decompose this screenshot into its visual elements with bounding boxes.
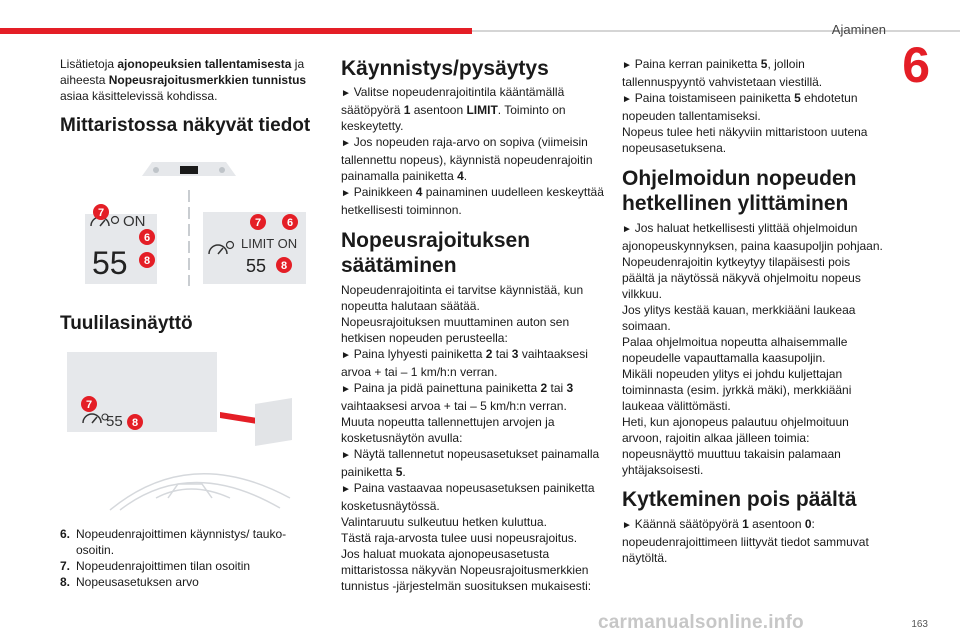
column-2: [341, 56, 607, 594]
marker-6: 6: [143, 232, 151, 244]
store-speed-body: [622, 56, 884, 156]
paragraph: ► Näytä tallennetut nopeusasetukset painamalla painiketta 5.: [341, 447, 600, 479]
marker-6: 6: [286, 217, 294, 229]
legend-item: 7. Nopeudenrajoittimen tilan osoitin: [60, 559, 251, 573]
cluster-right-limit-label: LIMIT ON: [241, 236, 298, 251]
section-title: Ajaminen: [831, 22, 886, 37]
paragraph: Palaa ohjelmoitua nopeutta alhaisemmalle nopeudelle vapauttamalla kaasupoljin.: [622, 335, 848, 365]
start-stop-body: [341, 84, 607, 218]
steering-wheel-icon: [110, 474, 290, 510]
paragraph: ► Paina toistamiseen painiketta 5 ehdotetun nopeuden tallentamiseksi.: [622, 91, 858, 123]
paragraph: ► Valitse nopeudenrajoitintila kääntämällä säätöpyörä 1 asentoon LIMIT. Toiminto on keskeytetty.: [341, 85, 566, 133]
paragraph: ► Paina ja pidä painettuna painiketta 2 tai 3 vaihtaaksesi arvoa + tai – 5 km/h:n verran.: [341, 381, 574, 413]
cluster-left-on-label: ON: [123, 213, 146, 230]
paragraph: Jos ylitys kestää kauan, merkkiääni laukeaa soimaan.: [622, 303, 856, 333]
heading-override: Ohjelmoidun nopeuden hetkellinen ylittäminen: [622, 167, 857, 215]
paragraph: nopeudenrajoittimeen liittyvät tiedot sammuvat näytöltä.: [622, 535, 869, 565]
heading-hud: Tuulilasinäyttö: [60, 313, 193, 334]
heading-cluster: Mittaristossa näkyvät tiedot: [60, 115, 311, 136]
marker-7: 7: [97, 207, 105, 219]
cluster-panel-right: [203, 212, 306, 284]
paragraph: Tästä raja-arvosta tulee uusi nopeusrajoitus.: [341, 531, 578, 545]
page-number: 163: [911, 619, 928, 630]
marker-8: 8: [131, 417, 139, 429]
paragraph: ► Paina kerran painiketta 5, jolloin tallennuspyyntö vahvistetaan viestillä.: [622, 57, 823, 89]
cluster-panel-left: [85, 204, 157, 284]
paragraph: ► Jos nopeuden raja-arvo on sopiva (viimeisin tallennettu nopeus), käynnistä nopeudenrajoitin painamalla painiketta 4.: [341, 135, 593, 183]
chapter-number: 6: [902, 37, 930, 93]
override-body: [622, 220, 884, 478]
legend-item: 8. Nopeusasetuksen arvo: [60, 575, 199, 589]
paragraph: Nopeudenrajoitin kytkeytyy tilapäisesti pois päältä ja näytössä näkyvä ohjelmoitu nopeus vilkkuu.: [622, 255, 861, 301]
column-1: [60, 56, 315, 590]
paragraph: Nopeus tulee heti näkyviin mittaristoon uutena nopeusasetuksena.: [622, 125, 868, 155]
header-accent-bar: [0, 28, 472, 34]
paragraph: ► Paina lyhyesti painiketta 2 tai 3 vaihtaaksesi arvoa + tai – 1 km/h:n verran.: [341, 347, 588, 379]
paragraph: Nopeudenrajoitinta ei tarvitse käynnistää, kun nopeutta halutaan säätää.: [341, 283, 584, 313]
intro-paragraph: Lisätietoja ajonopeuksien tallentamisesta ja aiheesta Nopeusrajoitusmerkkien tunnistus asiaa käsittelevissä kohdissa.: [60, 57, 307, 103]
marker-7: 7: [254, 217, 262, 229]
paragraph: ► Paina vastaavaa nopeusasetuksen painiketta kosketusnäytössä.: [341, 481, 595, 513]
paragraph: Heti, kun ajonopeus palautuu ohjelmoituun arvoon, rajoitin alkaa jälleen toimia: nopeusnäyttö muuttuu takaisin palamaan yhtäjaksoisesti.: [622, 415, 849, 477]
cluster-right-speed-value: 55: [246, 256, 267, 276]
heading-start-stop: Käynnistys/pysäytys: [341, 57, 549, 80]
paragraph: ► Käännä säätöpyörä 1 asentoon 0:: [622, 517, 815, 531]
paragraph: Nopeusrajoituksen muuttaminen auton sen hetkisen nopeuden perusteella:: [341, 315, 570, 345]
hud-illustration: [60, 348, 315, 516]
switch-off-body: [622, 516, 884, 566]
watermark: carmanualsonline.info: [598, 612, 804, 633]
legend-list: [60, 526, 315, 590]
adjust-body: [341, 282, 607, 594]
heading-switch-off: Kytkeminen pois päältä: [622, 488, 857, 511]
cluster-illustration: [60, 146, 315, 294]
cluster-left-speed-value: 55: [92, 245, 128, 281]
hud-speed-value: 55: [106, 413, 123, 430]
marker-8: 8: [143, 255, 151, 267]
paragraph: Muuta nopeutta tallennettujen arvojen ja kosketusnäytön avulla:: [341, 415, 555, 445]
paragraph: Jos haluat muokata ajonopeusasetusta mittaristossa näkyvän Nopeusrajoitusmerkkien tunnistus -järjestelmän suosituksen mukaisesti:: [341, 547, 592, 593]
paragraph: Mikäli nopeuden ylitys ei johdu kuljettajan toiminnasta (esim. jyrkkä mäki), merkkiääni laukeaa välittömästi.: [622, 367, 852, 413]
marker-7: 7: [85, 399, 93, 411]
paragraph: Valintaruutu sulkeutuu hetken kuluttua.: [341, 515, 547, 529]
column-3: [622, 56, 884, 566]
legend-item: 6. Nopeudenrajoittimen käynnistys/ tauko-osoitin.: [60, 527, 287, 557]
paragraph: ► Painikkeen 4 painaminen uudelleen keskeyttää hetkellisesti toiminnon.: [341, 185, 604, 217]
marker-8: 8: [280, 260, 288, 272]
heading-adjust: Nopeusrajoituksen säätäminen: [341, 229, 531, 277]
header-rule: [472, 30, 960, 32]
paragraph: ► Jos haluat hetkellisesti ylittää ohjelmoidun ajonopeuskynnyksen, paina kaasupoljin pohjaan.: [622, 221, 883, 253]
